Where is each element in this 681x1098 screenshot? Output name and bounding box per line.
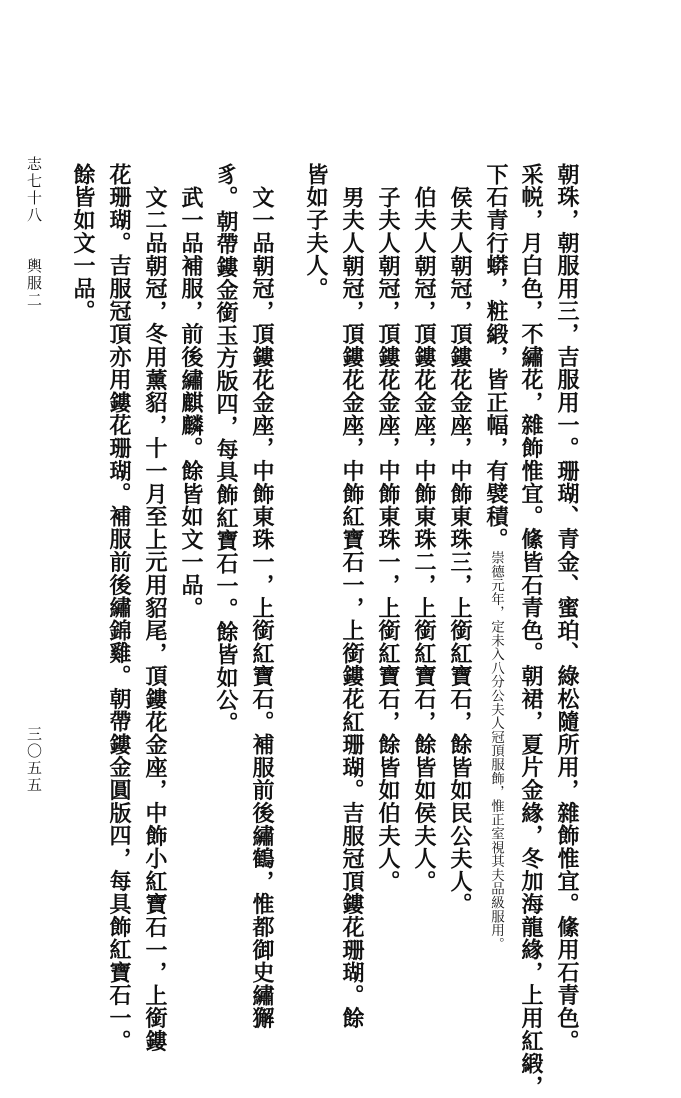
text-column bbox=[449, 186, 471, 916]
text-column bbox=[556, 163, 578, 1052]
column-text: 花珊瑚。吉服冠頂亦用鏤花珊瑚。補服前後繡錦雞。朝帶鏤金圓版四，每具飾紅寶石一。 bbox=[106, 163, 132, 1053]
column-text: 朝帶鏤金銜玉方版四，每具飾紅寶石一。餘皆如公。 bbox=[213, 210, 239, 735]
text-column bbox=[520, 163, 542, 1098]
section-label: 輿服二 bbox=[25, 258, 43, 309]
column-text: 豸。 bbox=[213, 163, 239, 209]
text-column bbox=[144, 186, 166, 1052]
text-column bbox=[341, 186, 363, 1030]
column-text: 武一品補服，前後繡麒麟。餘皆如文一品。 bbox=[178, 186, 204, 620]
text-column bbox=[251, 186, 273, 1030]
column-text: 子夫人朝冠，頂鏤花金座，中飾東珠一，上銜紅寶石，餘皆如伯夫人。 bbox=[375, 186, 401, 893]
text-column bbox=[72, 163, 94, 323]
annotation-note: 崇德元年，定未入八分公夫人冠頂服飾，惟正室視其夫品級服用。 bbox=[488, 550, 504, 951]
text-column bbox=[215, 210, 237, 734]
chapter-marker bbox=[24, 156, 45, 224]
column-text: 文二品朝冠，冬用薰貂，十一月至上元用貂尾，頂鏤花金座，中飾小紅寶石一，上銜鏤 bbox=[142, 186, 168, 1053]
column-text: 伯夫人朝冠，頂鏤花金座，中飾東珠二，上銜紅寶石，餘皆如侯夫人。 bbox=[411, 186, 437, 893]
text-column bbox=[305, 163, 327, 300]
column-text: 餘皆如文一品。 bbox=[70, 163, 96, 323]
text-column bbox=[377, 186, 399, 893]
text-column bbox=[108, 163, 130, 1052]
column-text: 侯夫人朝冠，頂鏤花金座，中飾東珠三，上銜紅寶石，餘皆如民公夫人。 bbox=[447, 186, 473, 916]
page-number bbox=[24, 726, 45, 794]
text-column bbox=[180, 186, 202, 619]
column-text: 皆如子夫人。 bbox=[303, 163, 329, 300]
column-text: 采帨，月白色，不繡花，雜飾惟宜。絛皆石青色。朝裙，夏片金緣，冬加海龍緣，上用紅緞， bbox=[518, 163, 544, 1098]
text-column bbox=[485, 163, 507, 951]
text-column bbox=[215, 163, 237, 209]
section-marker bbox=[24, 258, 45, 309]
chapter-label: 志七十八 bbox=[25, 156, 43, 224]
column-text: 文一品朝冠，頂鏤花金座，中飾東珠一，上銜紅寶石。補服前後繡鶴，惟都御史繡獬 bbox=[249, 186, 275, 1030]
column-text: 男夫人朝冠，頂鏤花金座，中飾紅寶石一，上銜鏤花紅珊瑚。吉服冠頂鏤花珊瑚。餘 bbox=[339, 186, 365, 1030]
page-number-label: 三〇五五 bbox=[25, 726, 43, 794]
column-text: 朝珠，朝服用三，吉服用一。珊瑚、青金、蜜珀、綠松隨所用，雜飾惟宜。絛用石青色。 bbox=[554, 163, 580, 1053]
text-column bbox=[413, 186, 435, 893]
column-text: 下石青行蟒，粧緞，皆正幅，有襞積。 bbox=[483, 163, 509, 551]
